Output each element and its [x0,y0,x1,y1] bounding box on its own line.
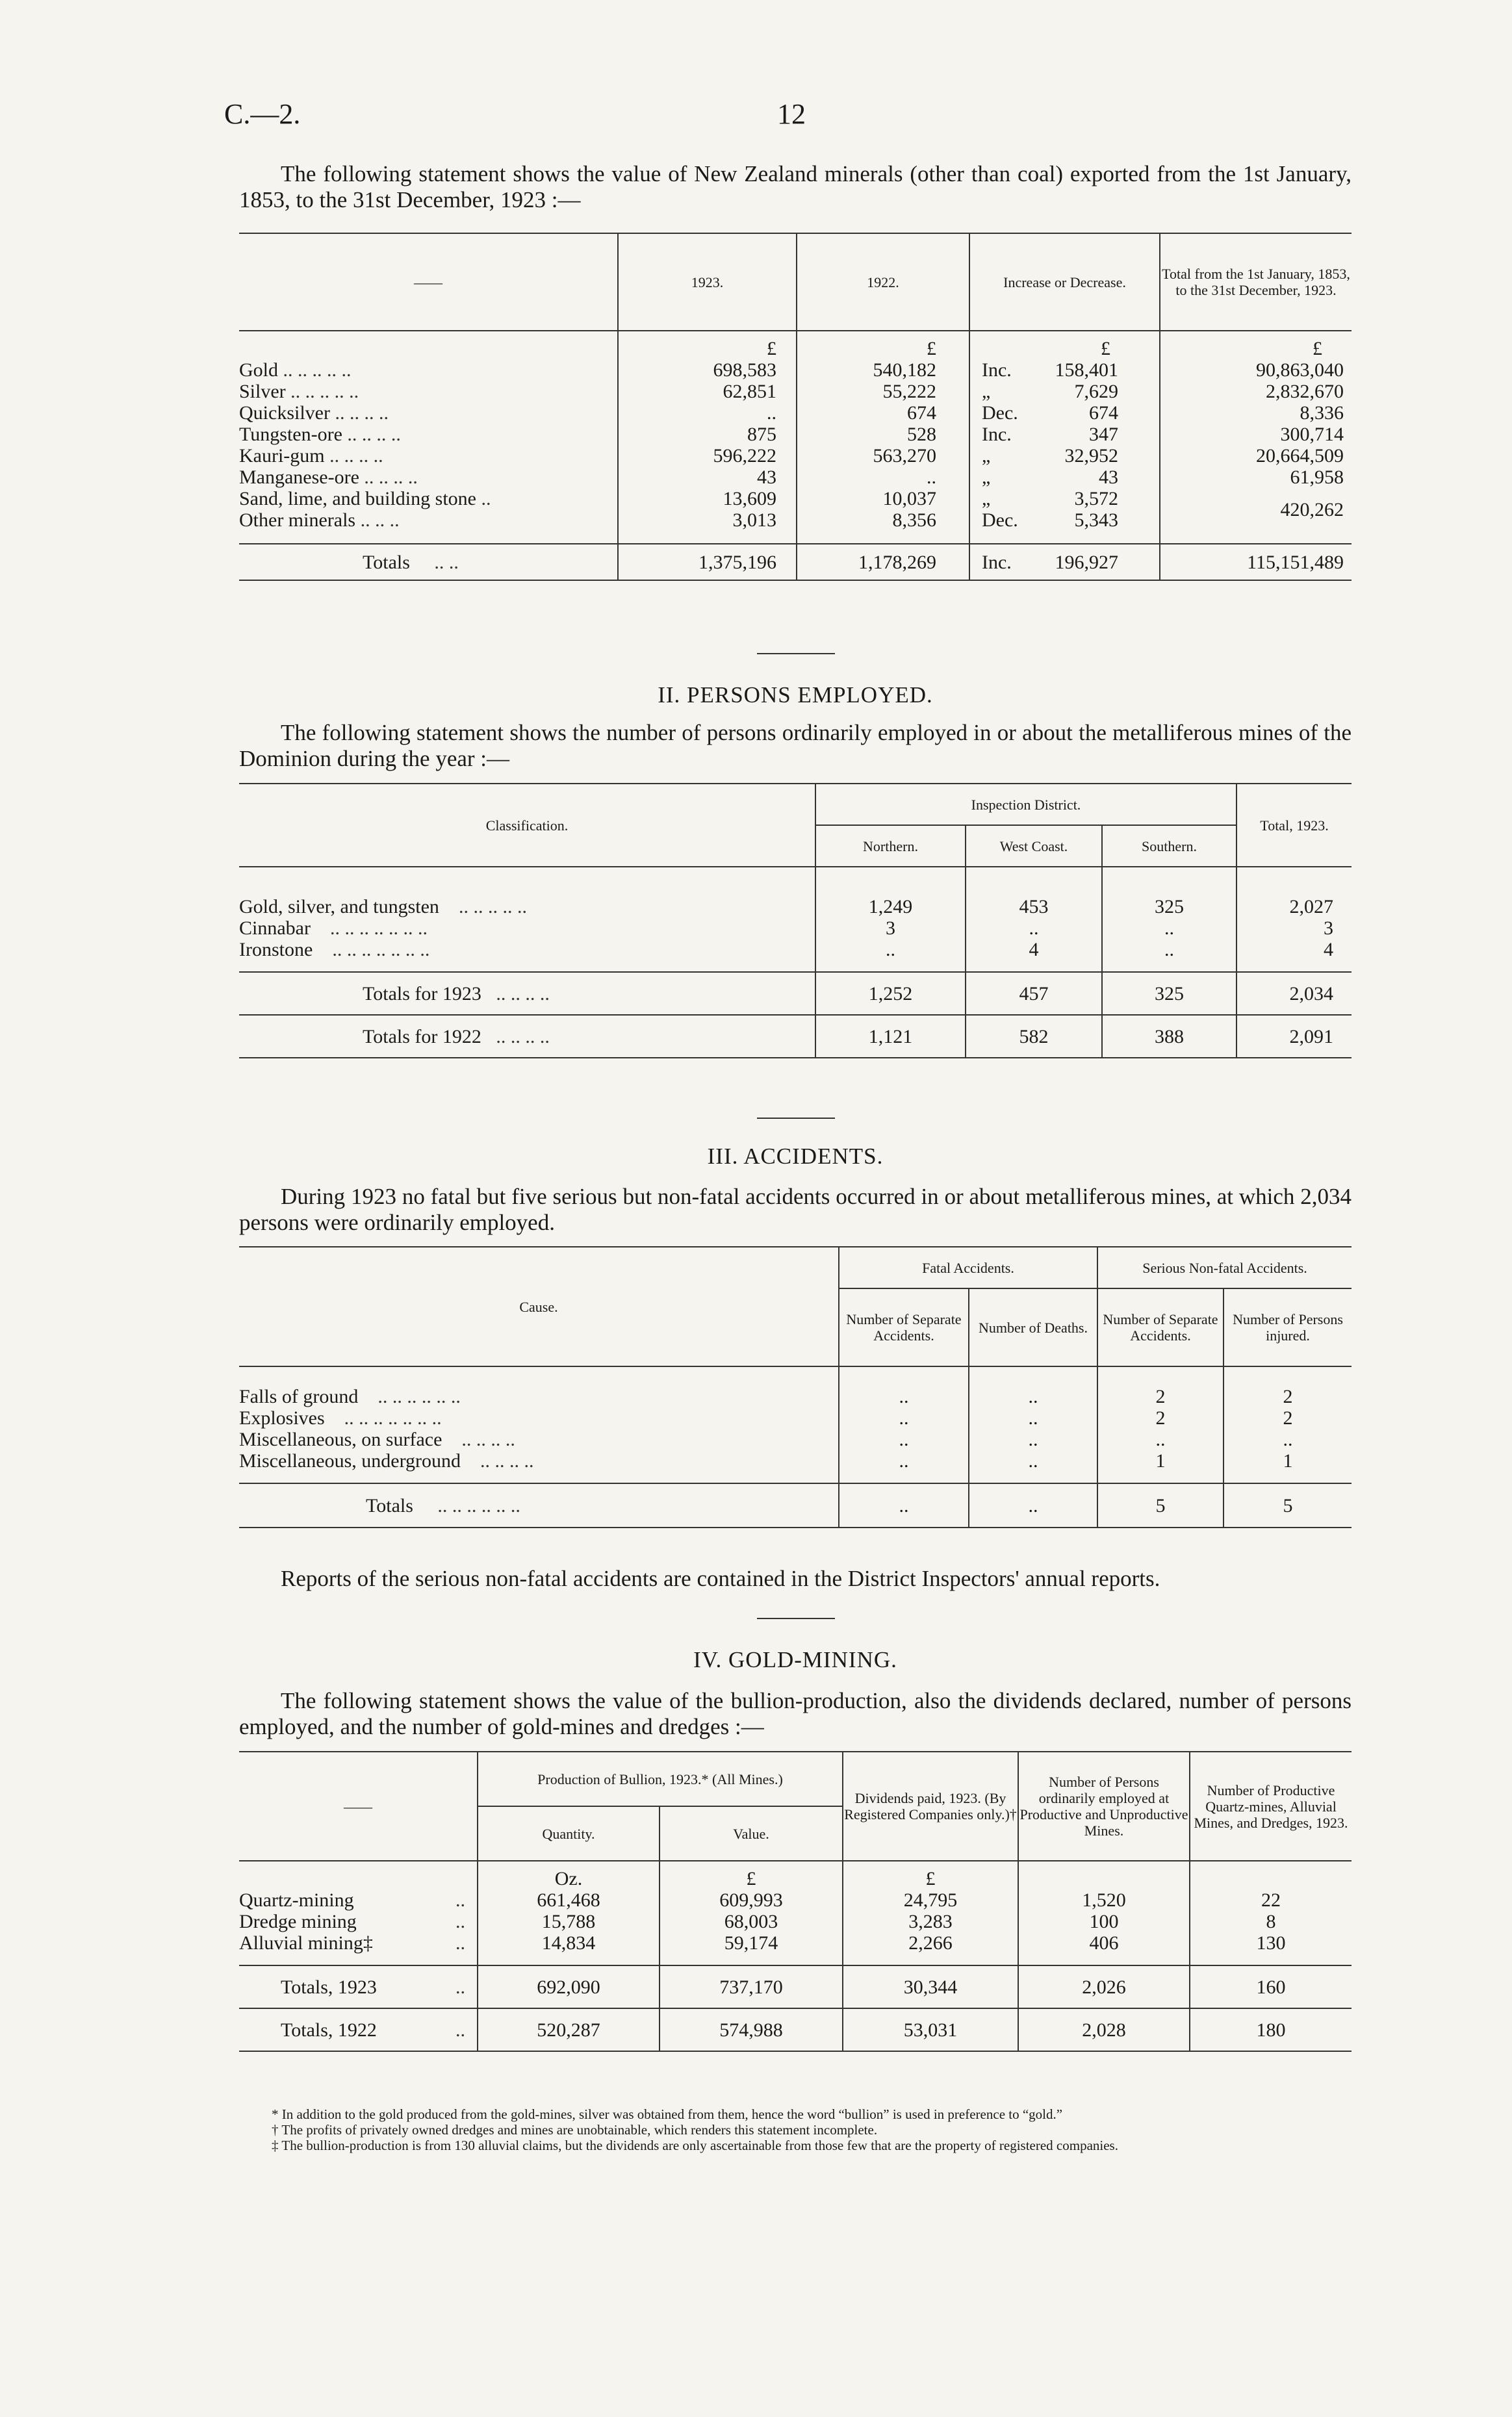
value-1923: 596,222 [618,445,797,467]
value-value: 737,170 [660,1965,843,2008]
change-dir: Inc. [982,551,1012,573]
totals-label: Totals for 1923 [363,982,481,1004]
value-northern: 1,249 [815,896,966,917]
value-total: 61,958 [1160,467,1352,488]
value-fatal-separate: .. [839,1386,969,1407]
row-label: Miscellaneous, on surface [239,1429,442,1450]
value-dividends: 24,795 [843,1889,1018,1911]
value-west-coast: 582 [966,1015,1102,1058]
table-row [239,896,1352,917]
value-total: 300,714 [1160,424,1352,445]
table-row [239,939,1352,960]
col-mines: Number of Productive Quartz-mines, Alluvial Mines, and Dredges, 1923. [1190,1752,1352,1861]
value-northern: 1,121 [815,1015,966,1058]
col-serious-separate: Number of Separate Accidents. [1097,1288,1224,1366]
value-total: 2,027 [1237,896,1352,917]
value-1923: 13,609 [618,488,797,509]
leader-dots: .. .. .. .. .. .. .. [332,939,430,960]
change-value: 3,572 [1074,488,1118,509]
value-quantity: 661,468 [478,1889,660,1911]
leader-dots: .. .. .. .. [364,467,418,488]
change-value: 347 [1089,424,1118,445]
col-fatal-deaths: Number of Deaths. [969,1288,1097,1366]
value-1923: 43 [618,467,797,488]
value-1922: 563,270 [797,445,969,467]
gold-table [239,1751,1352,2052]
persons-table [239,783,1352,1058]
minerals-intro-text: The following statement shows the value of New Zealand minerals (other than coal) exported from the 1st January, 1853, to the 31st December, 1923 :— [239,161,1352,212]
footnote: † The profits of privately owned dredges and mines are unobtainable, which renders this statement incomplete. [272,2122,878,2138]
unit-dividends: £ [843,1861,1018,1889]
value-1922: 8,356 [797,509,969,531]
value-1923: 3,013 [618,509,797,531]
value-fatal-separate: .. [839,1429,969,1450]
leader-dots: .. .. .. .. [496,1025,550,1047]
value-serious-injured: 5 [1224,1483,1352,1528]
value-fatal-deaths: .. [969,1429,1097,1450]
section-heading-accidents: III. ACCIDENTS. [707,1144,884,1169]
leader-dots: .. .. .. .. [496,982,550,1004]
leader-dots: .. [455,1889,465,1911]
value-1922: 540,182 [797,359,969,381]
value-total: 3 [1237,917,1352,939]
value-mines: 22 [1190,1889,1352,1911]
value-persons: 406 [1018,1932,1190,1954]
col-fatal: Fatal Accidents. [839,1247,1097,1288]
change-dir: Inc. [982,424,1012,445]
value-northern: 1,252 [815,972,966,1015]
value-total: 2,832,670 [1160,381,1352,402]
section-heading-gold: IV. GOLD-MINING. [693,1647,897,1672]
total-total: 115,151,489 [1160,544,1352,580]
unit-quantity: Oz. [478,1861,660,1889]
section-divider [757,653,835,654]
value-1922: .. [797,467,969,488]
row-label: Quartz-mining [239,1889,354,1911]
value-persons: 2,028 [1018,2008,1190,2051]
value-dividends: 3,283 [843,1911,1018,1932]
col-classification: Classification. [239,784,815,867]
accidents-footer-text: Reports of the serious non-fatal accidents are contained in the District Inspectors' annual reports. [281,1566,1160,1591]
accidents-footer [239,1566,1352,1592]
value-value: 59,174 [660,1932,843,1954]
table-row [239,402,1352,424]
value-west-coast: 457 [966,972,1102,1015]
leader-dots: .. .. .. .. .. [290,381,359,402]
row-label: Miscellaneous, underground [239,1450,461,1472]
value-mines: 8 [1190,1911,1352,1932]
value-serious-separate: 2 [1097,1407,1224,1429]
col-blank: —— [239,233,618,331]
leader-dots: .. [455,1976,465,1998]
value-quantity: 692,090 [478,1965,660,2008]
row-label: Gold, silver, and tungsten [239,896,439,917]
value-1922: 10,037 [797,488,969,509]
row-label: Dredge mining [239,1911,357,1932]
table-row [239,1889,1352,1911]
row-label: Quicksilver [239,402,330,424]
row-label: Silver [239,381,286,402]
section-divider [757,1118,835,1119]
col-serious: Serious Non-fatal Accidents. [1097,1247,1352,1288]
value-fatal-deaths: .. [969,1386,1097,1407]
col-1922: 1922. [797,233,969,331]
totals-label: Totals [363,551,410,573]
change-dir: „ [982,488,991,509]
leader-dots: .. .. .. .. [347,424,401,445]
value-serious-injured: 1 [1224,1450,1352,1472]
row-label: Tungsten-ore [239,424,342,445]
leader-dots: .. [481,488,491,509]
value-persons: 2,026 [1018,1965,1190,2008]
value-total: 90,863,040 [1160,359,1352,381]
value-total: 8,336 [1160,402,1352,424]
value-1923: 875 [618,424,797,445]
totals-row [239,1483,1352,1528]
change-dir: Dec. [982,402,1018,424]
table-row [239,1932,1352,1954]
value-southern: .. [1102,917,1237,939]
accidents-table [239,1246,1352,1528]
value-serious-injured: 2 [1224,1407,1352,1429]
table-row [239,1407,1352,1429]
leader-dots: .. [455,2019,465,2041]
leader-dots: .. .. .. [360,509,400,531]
leader-dots: .. .. .. .. .. .. [378,1386,461,1407]
change-value: 32,952 [1064,445,1118,467]
table-row [239,488,1352,509]
row-label: Kauri-gum [239,445,325,467]
leader-dots: .. .. .. .. [329,445,383,467]
col-total: Total from the 1st January, 1853, to the 31st December, 1923. [1160,233,1352,331]
col-persons: Number of Persons ordinarily employed at Productive and Unproductive Mines. [1018,1752,1190,1861]
persons-intro [239,720,1352,772]
total-1922: 1,178,269 [797,544,969,580]
value-total: 4 [1237,939,1352,960]
change-value: 5,343 [1074,509,1118,531]
leader-dots: .. .. .. .. [335,402,389,424]
value-serious-separate: 1 [1097,1450,1224,1472]
totals-label: Totals, 1923 [281,1976,377,1998]
value-serious-separate: 2 [1097,1386,1224,1407]
change-value: 43 [1099,467,1118,488]
table-row [239,359,1352,381]
totals-label: Totals [366,1494,413,1516]
gold-intro [239,1688,1352,1740]
value-quantity: 15,788 [478,1911,660,1932]
value-1923: 62,851 [618,381,797,402]
value-total: 2,034 [1237,972,1352,1015]
row-label: Cinnabar [239,917,311,939]
value-dividends: 30,344 [843,1965,1018,2008]
totals-label: Totals for 1922 [363,1025,481,1047]
change-value: 196,927 [1055,551,1118,573]
footnote: * In addition to the gold produced from the gold-mines, silver was obtained from them, hence the word “bullion” is used in preference to “gold.” [272,2106,1063,2122]
value-total: 420,262 [1160,488,1352,531]
value-quantity: 520,287 [478,2008,660,2051]
change-value: 158,401 [1055,359,1118,381]
col-value: Value. [660,1806,843,1861]
unit-value: £ [660,1861,843,1889]
value-southern: .. [1102,939,1237,960]
value-serious-injured: 2 [1224,1386,1352,1407]
unit-1922: £ [797,331,969,359]
totals-row [239,1965,1352,2008]
gold-intro-text: The following statement shows the value of the bullion-production, also the dividends declared, number of persons employed, and the number of gold-mines and dredges :— [239,1688,1352,1739]
leader-dots: .. .. .. .. .. .. .. [329,917,428,939]
leader-dots: .. .. .. .. .. .. [437,1494,520,1516]
unit-1923: £ [618,331,797,359]
col-fatal-separate: Number of Separate Accidents. [839,1288,969,1366]
value-dividends: 2,266 [843,1932,1018,1954]
minerals-intro [239,161,1352,213]
persons-intro-text: The following statement shows the number of persons ordinarily employed in or about the metalliferous mines of the Dominion during the year :— [239,720,1352,771]
page-number: 12 [777,98,806,130]
value-1922: 674 [797,402,969,424]
accidents-intro-text: During 1923 no fatal but five serious but non-fatal accidents occurred in or about metalliferous mines, at which 2,034 persons were ordinarily employed. [239,1184,1352,1235]
col-southern: Southern. [1102,825,1237,867]
value-1923: .. [618,402,797,424]
value-fatal-deaths: .. [969,1483,1097,1528]
value-value: 609,993 [660,1889,843,1911]
totals-row [239,544,1352,580]
row-label: Ironstone [239,939,313,960]
row-label: Explosives [239,1407,325,1429]
value-mines: 180 [1190,2008,1352,2051]
col-total-1923: Total, 1923. [1237,784,1352,867]
footnote: ‡ The bullion-production is from 130 alluvial claims, but the dividends are only ascertainable from those few that are the property of registered companies. [272,2138,1118,2153]
value-persons: 1,520 [1018,1889,1190,1911]
value-persons: 100 [1018,1911,1190,1932]
totals-row [239,1015,1352,1058]
change-value: 674 [1089,402,1118,424]
row-label: Manganese-ore [239,467,359,488]
col-change: Increase or Decrease. [969,233,1160,331]
totals-label: Totals, 1922 [281,2019,377,2041]
value-1922: 55,222 [797,381,969,402]
change-dir: „ [982,445,991,467]
value-fatal-separate: .. [839,1450,969,1472]
leader-dots: .. .. .. .. .. [283,359,352,381]
unit-total: £ [1160,331,1352,359]
value-serious-injured: .. [1224,1429,1352,1450]
footnotes [239,2106,1352,2153]
col-blank: —— [239,1752,478,1861]
value-quantity: 14,834 [478,1932,660,1954]
leader-dots: .. [455,1932,465,1954]
unit-change: £ [969,331,1160,359]
table-row [239,445,1352,467]
accidents-intro [239,1184,1352,1236]
value-southern: 388 [1102,1015,1237,1058]
value-mines: 130 [1190,1932,1352,1954]
value-total: 2,091 [1237,1015,1352,1058]
minerals-table [239,233,1352,581]
table-row [239,467,1352,488]
value-fatal-separate: .. [839,1407,969,1429]
section-heading-persons: II. PERSONS EMPLOYED. [658,682,933,708]
value-dividends: 53,031 [843,2008,1018,2051]
row-label: Sand, lime, and building stone [239,488,476,509]
col-serious-injured: Number of Persons injured. [1224,1288,1352,1366]
value-1922: 528 [797,424,969,445]
change-dir: „ [982,467,991,488]
table-row [239,1429,1352,1450]
leader-dots: .. .. [434,551,459,573]
change-dir: Inc. [982,359,1012,381]
value-west-coast: .. [966,917,1102,939]
report-code: C.—2. [224,98,301,130]
table-row [239,381,1352,402]
change-dir: „ [982,381,991,402]
table-row [239,1386,1352,1407]
col-west-coast: West Coast. [966,825,1102,867]
value-value: 68,003 [660,1911,843,1932]
value-northern: .. [815,939,966,960]
change-value: 7,629 [1074,381,1118,402]
col-1923: 1923. [618,233,797,331]
value-southern: 325 [1102,896,1237,917]
total-1923: 1,375,196 [618,544,797,580]
value-fatal-deaths: .. [969,1450,1097,1472]
col-dividends: Dividends paid, 1923. (By Registered Companies only.)† [843,1752,1018,1861]
leader-dots: .. .. .. .. [461,1429,515,1450]
table-row [239,1450,1352,1472]
totals-row [239,2008,1352,2051]
row-label: Gold [239,359,278,381]
table-row [239,917,1352,939]
value-west-coast: 4 [966,939,1102,960]
value-southern: 325 [1102,972,1237,1015]
row-label: Alluvial mining‡ [239,1932,373,1954]
row-label: Other minerals [239,509,356,531]
col-production: Production of Bullion, 1923.* (All Mines.) [478,1752,843,1806]
col-inspection-district: Inspection District. [815,784,1237,825]
value-total: 20,664,509 [1160,445,1352,467]
value-serious-separate: 5 [1097,1483,1224,1528]
value-fatal-separate: .. [839,1483,969,1528]
leader-dots: .. .. .. .. .. [458,896,527,917]
value-fatal-deaths: .. [969,1407,1097,1429]
value-mines: 160 [1190,1965,1352,2008]
leader-dots: .. .. .. .. [480,1450,534,1472]
leader-dots: .. [455,1911,465,1932]
col-cause: Cause. [239,1247,839,1366]
table-row [239,1911,1352,1932]
value-1923: 698,583 [618,359,797,381]
change-dir: Dec. [982,509,1018,531]
section-divider [757,1618,835,1619]
value-value: 574,988 [660,2008,843,2051]
value-west-coast: 453 [966,896,1102,917]
row-label: Falls of ground [239,1386,359,1407]
col-northern: Northern. [815,825,966,867]
value-serious-separate: .. [1097,1429,1224,1450]
leader-dots: .. .. .. .. .. .. .. [344,1407,442,1429]
col-quantity: Quantity. [478,1806,660,1861]
table-row [239,424,1352,445]
totals-row [239,972,1352,1015]
value-northern: 3 [815,917,966,939]
